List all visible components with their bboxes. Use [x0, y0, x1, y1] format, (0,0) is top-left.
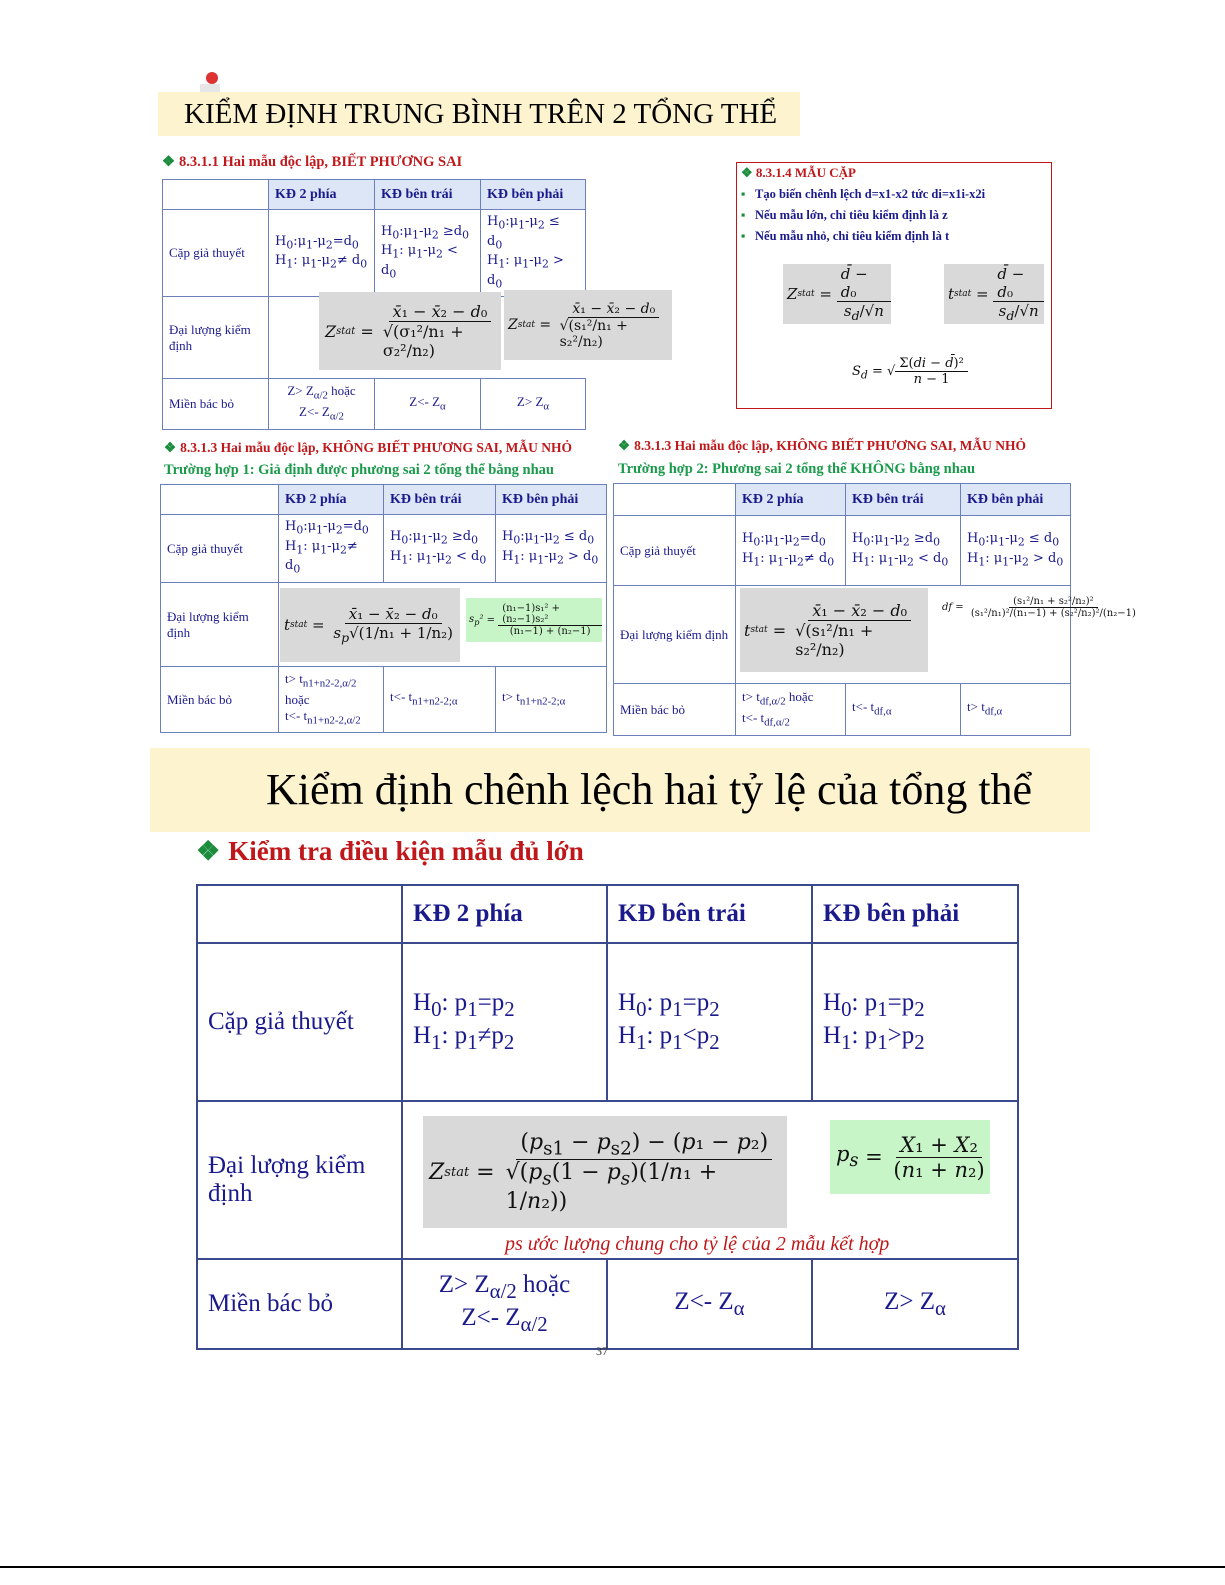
- row-label-statistic: Đại lượng kiểm định: [163, 297, 269, 379]
- page-number: 37: [596, 1344, 608, 1358]
- hyp-left: $H_0$: $p_1=p_2$ $H_1$: $p_1<p_2$: [607, 943, 812, 1101]
- formula-t-welch: t stat = $\frac{\text{x̄₁ − x̄₂ − d₀}}{\text{√(s₁²/n₁ + s₂²/n₂)}}$: [740, 588, 928, 672]
- section-heading-unknown-variance-1: ❖ 8.3.1.3 Hai mẫu độc lập, KHÔNG BIẾT PHƯƠNG SAI, MẪU NHỎ: [164, 440, 573, 455]
- row-label-rejection: Miền bác bỏ: [163, 379, 269, 429]
- rej-left: t<- $t_{df,\alpha}$: [846, 684, 961, 736]
- case-1-heading: Trường hợp 1: Giả định được phương sai 2 tổng thể bằng nhau: [164, 462, 554, 478]
- row-label-rejection: Miền bác bỏ: [197, 1259, 402, 1349]
- formula-df: df = $\frac{\text{(s₁²/n₁ + s₂²/n₂)²}}{\text{(s₁²/n₁)²/(n₁−1) + (s₂²/n₂)²/(n₂−1)}}$: [942, 596, 1136, 619]
- hyp-right: $H_0$: $p_1=p_2$ $H_1$: $p_1>p_2$: [812, 943, 1018, 1101]
- rej-right: $Z> Z_\alpha$: [812, 1259, 1018, 1349]
- case-2-heading: Trường hợp 2: Phương sai 2 tổng thể KHÔNG bằng nhau: [618, 461, 976, 477]
- hyp-left: $H_0:\mu_1-\mu_2 \ge d_0$ $H_1$: $\mu_1-\mu_2 < d_0$: [384, 515, 496, 583]
- header-left-tail: KĐ bên trái: [384, 485, 496, 515]
- header-two-sided: KĐ 2 phía: [269, 180, 375, 210]
- section-heading-known-variance: ❖ 8.3.1.1 Hai mẫu độc lập, BIẾT PHƯƠNG SAI: [162, 154, 463, 170]
- header-left-tail: KĐ bên trái: [846, 484, 961, 516]
- row-label-statistic: Đại lượng kiểm định: [614, 586, 736, 684]
- rej-right: $Z> Z_\alpha$: [481, 379, 586, 429]
- section-banner-proportions: Kiểm định chênh lệch hai tỷ lệ của tổng thể: [150, 748, 1090, 832]
- header-left-tail: KĐ bên trái: [607, 885, 812, 943]
- header-right-tail: KĐ bên phải: [961, 484, 1071, 516]
- paired-item-2: ▪ Nếu mẫu lớn, chỉ tiêu kiểm định là z: [755, 208, 1051, 223]
- header-left-tail: KĐ bên trái: [375, 180, 481, 210]
- row-label-rejection: Miền bác bỏ: [614, 684, 736, 736]
- rej-left: Z<- $Z_\alpha$: [607, 1259, 812, 1349]
- row-label-hypothesis: Cặp giả thuyết: [197, 943, 402, 1101]
- row-label-hypothesis: Cặp giả thuyết: [163, 210, 269, 297]
- header-right-tail: KĐ bên phải: [496, 485, 607, 515]
- hyp-right: $H_0:\mu_1-\mu_2 \le d_0$ $H_1$: $\mu_1-\mu_2 > d_0$: [481, 210, 586, 297]
- formula-z-known-variance: Z stat = $\frac{\text{x̄₁ − x̄₂ − d₀}}{\text{√(σ₁²/n₁ + σ₂²/n₂)}}$: [319, 292, 501, 370]
- rej-left: Z<- $Z_\alpha$: [375, 379, 481, 429]
- hyp-left: $H_0:\mu_1-\mu_2 \ge d_0$ $H_1$: $\mu_1-\mu_2 < d_0$: [375, 210, 481, 297]
- row-label-hypothesis: Cặp giả thuyết: [161, 515, 279, 583]
- hyp-left: $H_0:\mu_1-\mu_2 \ge d_0$ $H_1$: $\mu_1-\mu_2 < d_0$: [846, 516, 961, 586]
- hyp-two-sided: $H_0:\mu_1-\mu_2=d_0$ $H_1$: $\mu_1-\mu_2\ne d_0$: [269, 210, 375, 297]
- section-heading-large-sample: ❖ Kiểm tra điều kiện mẫu đủ lớn: [196, 836, 584, 866]
- header-two-sided: KĐ 2 phía: [402, 885, 607, 943]
- row-label-rejection: Miền bác bỏ: [161, 667, 279, 733]
- header-two-sided: KĐ 2 phía: [279, 485, 384, 515]
- paired-samples-box: ❖ 8.3.1.4 MẪU CẶP ▪ Tạo biến chênh lệch d=x1-x2 tức di=x1i-x2i ▪ Nếu mẫu lớn, chỉ tiêu kiểm định là z ▪ Nếu mẫu nhỏ, chỉ tiêu kiểm định là t: [736, 162, 1052, 409]
- section-heading-unknown-variance-2: ❖ 8.3.1.3 Hai mẫu độc lập, KHÔNG BIẾT PHƯƠNG SAI, MẪU NHỎ: [618, 438, 1027, 453]
- header-right-tail: KĐ bên phải: [481, 180, 586, 210]
- row-label-statistic: Đại lượng kiểm định: [197, 1101, 402, 1259]
- formula-z-proportions: Z stat = $\frac{(p_{s1} - p_{s2}) - (p_1 - p_2)}{√(p_s(1 - p_s)(1/n_1 + 1/n_2))}$: [423, 1116, 787, 1228]
- row-label-statistic: Đại lượng kiểm định: [161, 583, 279, 667]
- formula-sd: $S_d$ = √ $\frac{\text{Σ(di − d̄)²}}{n - 1}$: [852, 356, 968, 387]
- hyp-right: $H_0:\mu_1-\mu_2 \le d_0$ $H_1$: $\mu_1-\mu_2 > d_0$: [496, 515, 607, 583]
- header-two-sided: KĐ 2 phía: [736, 484, 846, 516]
- paired-item-1: ▪ Tạo biến chênh lệch d=x1-x2 tức di=x1i-x2i: [755, 187, 1051, 202]
- pooled-proportion-note: ps ước lượng chung cho tỷ lệ của 2 mẫu kết hợp: [505, 1233, 890, 1255]
- rej-two-sided: $Z> Z_{\alpha/2}$ hoặc Z<- $Z_{\alpha/2}$: [269, 379, 375, 429]
- rej-two-sided: $t> t_{df,\alpha/2}$ hoặc t<- $t_{df,\alpha/2}$: [736, 684, 846, 736]
- rej-right: $t> t_{n1+n2-2;\alpha}$: [496, 667, 607, 733]
- formula-z-paired: Z stat = $\frac{\text{d̄ − d₀}}{s_d/√n}$: [783, 264, 891, 324]
- rej-right: $t> t_{df,\alpha}$: [961, 684, 1071, 736]
- formula-t-pooled: t stat = $\frac{\text{x̄₁ − x̄₂ − d₀}}{s_p√(1/n_1 + 1/n_2)}$: [280, 588, 460, 662]
- formula-pooled-proportion: $p_s$ = $\frac{\text{X₁ + X₂}}{\text{(n₁ + n₂)}}$: [830, 1120, 990, 1194]
- row-label-hypothesis: Cặp giả thuyết: [614, 516, 736, 586]
- hyp-two-sided: $H_0$: $p_1=p_2$ $H_1$: $p_1\ne p_2$: [402, 943, 607, 1101]
- formula-pooled-variance: $s_p^2$ = $\frac{\text{(n₁−1)s₁² + (n₂−1)s₂²}}{\text{(n₁−1) + (n₂−1)}}$: [466, 598, 602, 642]
- rej-two-sided: $t> t_{n1+n2-2,\alpha/2}$ hoặc t<- $t_{n1+n2-2,\alpha/2}$: [279, 667, 384, 733]
- formula-t-paired: t stat = $\frac{\text{d̄ − d₀}}{s_d/√n}$: [944, 264, 1044, 324]
- section-banner-means: KIỂM ĐỊNH TRUNG BÌNH TRÊN 2 TỔNG THỂ: [158, 92, 800, 136]
- hyp-two-sided: $H_0:\mu_1-\mu_2=d_0$ $H_1$: $\mu_1-\mu_2\ne d_0$: [279, 515, 384, 583]
- hyp-two-sided: $H_0:\mu_1-\mu_2=d_0$ $H_1$: $\mu_1-\mu_2\ne d_0$: [736, 516, 846, 586]
- page-bottom-rule: [0, 1566, 1225, 1568]
- formula-z-large-sample: Z stat = $\frac{\text{x̄₁ − x̄₂ − d₀}}{\text{√(s₁²/n₁ + s₂²/n₂)}}$: [504, 290, 672, 360]
- paired-item-3: ▪ Nếu mẫu nhỏ, chỉ tiêu kiểm định là t: [755, 229, 1051, 244]
- rej-left: t<- $t_{n1+n2-2;\alpha}$: [384, 667, 496, 733]
- header-right-tail: KĐ bên phải: [812, 885, 1018, 943]
- rej-two-sided: $Z> Z_{\alpha/2}$ hoặc Z<- $Z_{\alpha/2}$: [402, 1259, 607, 1349]
- hyp-right: $H_0:\mu_1-\mu_2 \le d_0$ $H_1$: $\mu_1-\mu_2 > d_0$: [961, 516, 1071, 586]
